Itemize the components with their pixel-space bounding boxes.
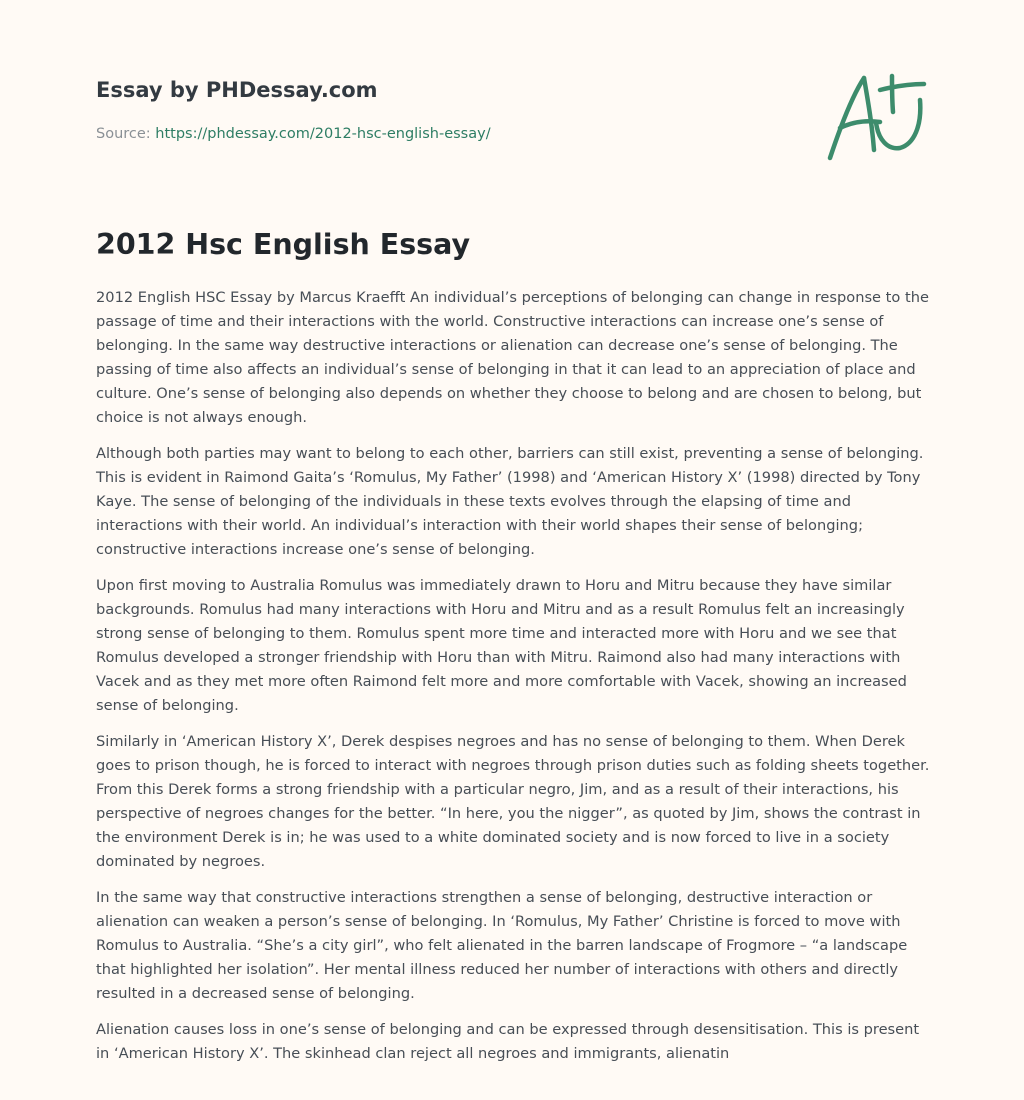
article-paragraph: Although both parties may want to belong to each other, barriers can still exist, preventing a sense of belonging. This is evident in Raimond Gaita’s ‘Romulus, My Father’ (1998) and ‘American History X’ (1998) directed by Tony Kaye. The sense of belonging of the individuals in these texts evolves through the elapsing of time and interactions with their world. An individual’s interaction with their world shapes their sense of belonging; constructive interactions increase one’s sense of belonging. (96, 445, 924, 558)
article-title: 2012 Hsc English Essay (96, 228, 471, 261)
a-plus-logo-icon (822, 66, 930, 166)
page-header (96, 76, 736, 144)
article (96, 226, 932, 1078)
article-paragraph: Alienation causes loss in one’s sense of belonging and can be expressed through desensitisation. This is present in ‘American History X’. The skinhead clan reject all negroes and immigrants, alienatin (96, 1021, 920, 1062)
article-paragraph: 2012 English HSC Essay by Marcus Kraefft An individual’s perceptions of belonging can change in response to the passage of time and their interactions with the world. Constructive interactions can increase one’s sense of belonging. In the same way destructive interactions or alienation can decrease one’s sense of belonging. The passing of time also affects an individual’s sense of belonging in that it can lead to an appreciation of place and culture. One’s sense of belonging also depends on whether they choose to belong and are chosen to belong, but choice is not always enough. (96, 289, 929, 426)
source-label: Source: (96, 126, 151, 142)
source-link[interactable]: https://phdessay.com/2012-hsc-english-essay/ (155, 126, 491, 142)
source-line (96, 124, 736, 144)
article-paragraph: In the same way that constructive interactions strengthen a sense of belonging, destructive interaction or alienation can weaken a person’s sense of belonging. In ‘Romulus, My Father’ Christine is forced to move with Romulus to Australia. “She’s a city girl”, who felt alienated in the barren landscape of Frogmore – “a landscape that highlighted her isolation”. Her mental illness reduced her number of interactions with others and directly resulted in a decreased sense of belonging. (96, 889, 908, 1002)
site-title: Essay by PHDessay.com (96, 78, 378, 102)
article-paragraph: Upon first moving to Australia Romulus was immediately drawn to Horu and Mitru because they have similar backgrounds. Romulus had many interactions with Horu and Mitru and as a result Romulus felt an increasingly strong sense of belonging to them. Romulus spent more time and interacted more with Horu and we see that Romulus developed a stronger friendship with Horu than with Mitru. Raimond also had many interactions with Vacek and as they met more often Raimond felt more and more comfortable with Vacek, showing an increased sense of belonging. (96, 577, 907, 714)
article-paragraph: Similarly in ‘American History X’, Derek despises negroes and has no sense of belonging to them. When Derek goes to prison though, he is forced to interact with negroes through prison duties such as folding sheets together. From this Derek forms a strong friendship with a particular negro, Jim, and as a result of their interactions, his perspective of negroes changes for the better. “In here, you the nigger”, as quoted by Jim, shows the contrast in the environment Derek is in; he was used to a white dominated society and is now forced to live in a society dominated by negroes. (96, 733, 930, 870)
